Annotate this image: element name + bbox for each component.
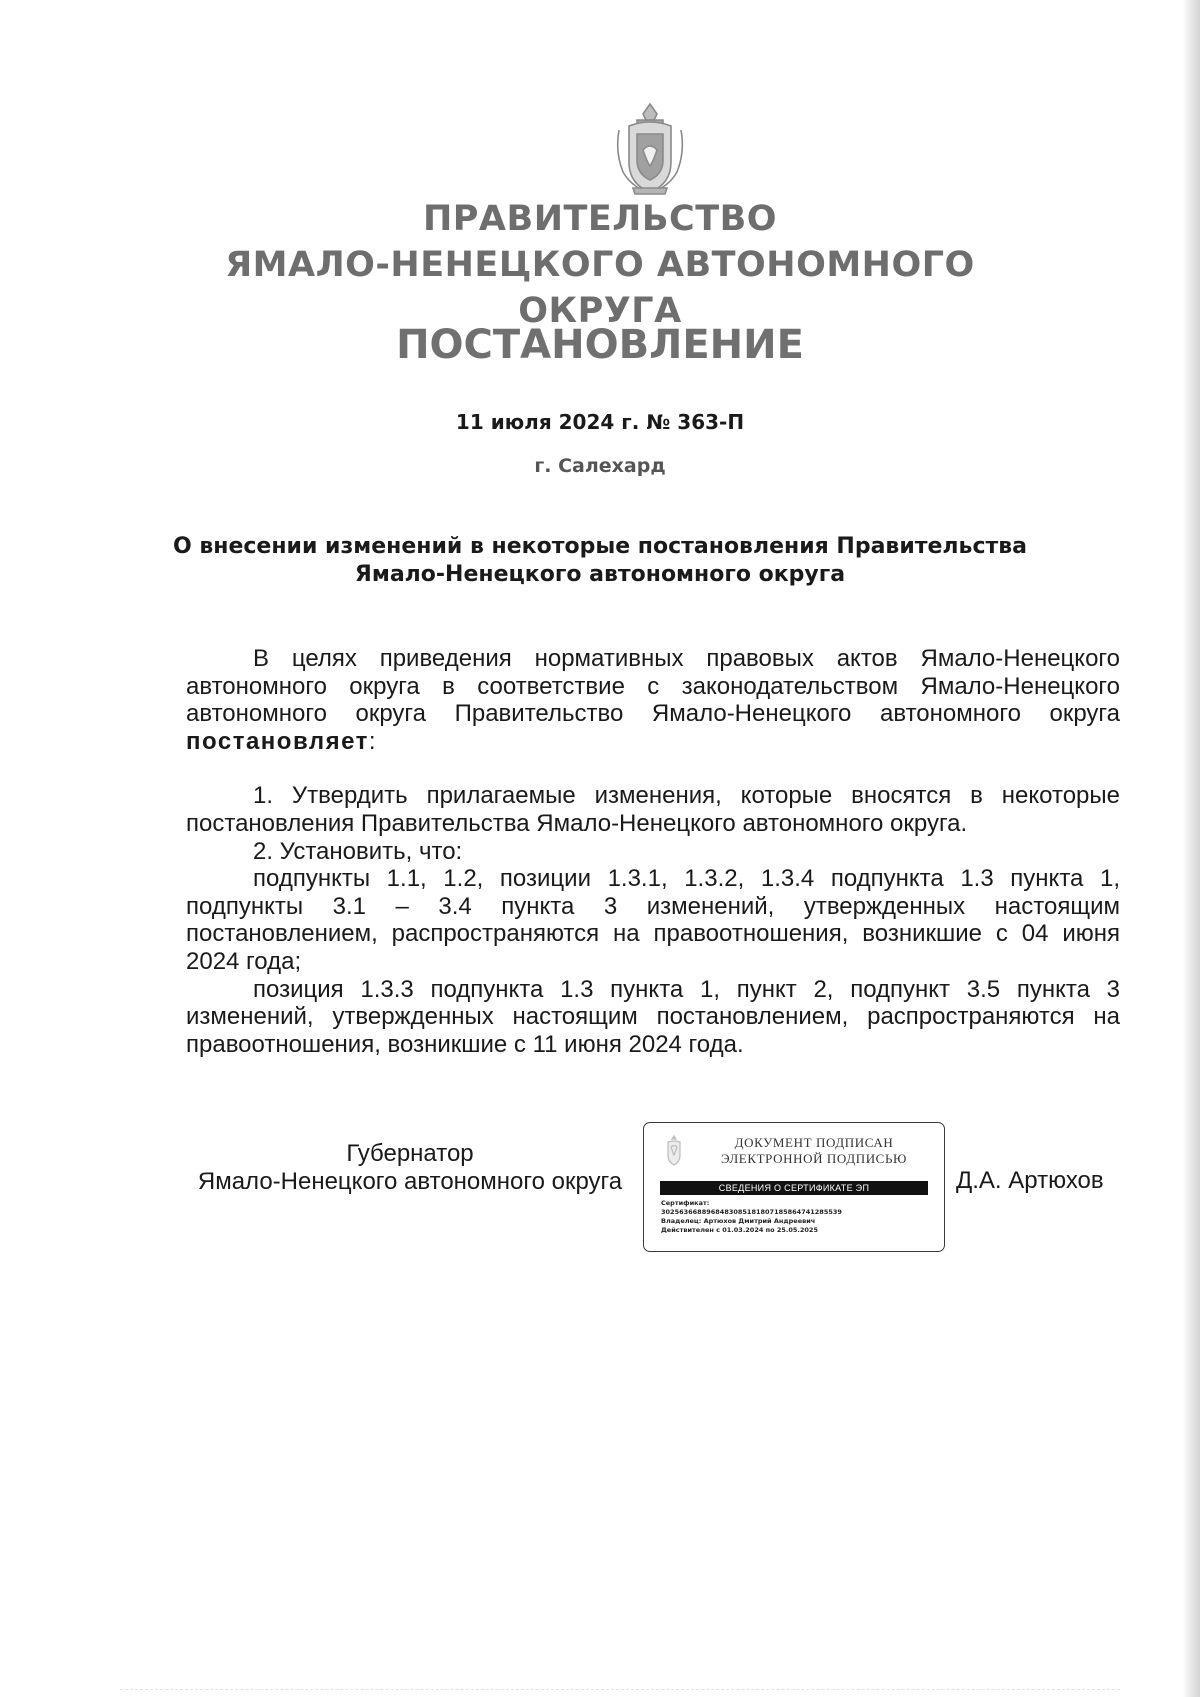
decree-city: г. Салехард xyxy=(534,455,666,477)
government-title xyxy=(150,196,1050,334)
clause-2-paragraph-a: подпункты 1.1, 1.2, позиции 1.3.1, 1.3.2, 1.3.4 подпункта 1.3 пункта 1, подпункты 3.1 – 3.4 пункта 3 изменений, утвержденных настоящим постановлением, распространяются на правоотношения, возникшие с 04 июня 2024 года; xyxy=(186,865,1120,975)
signer-position xyxy=(186,1140,634,1195)
decree-body xyxy=(186,645,1120,1058)
decree-date-number: 11 июля 2024 г. № 363-П xyxy=(455,410,745,434)
stamp-title xyxy=(694,1135,934,1167)
stamp-title-line1: ДОКУМЕНТ ПОДПИСАН xyxy=(734,1135,894,1150)
stamp-validity: Действителен с 01.03.2024 по 25.05.2025 xyxy=(661,1226,818,1234)
stamp-certificate-number: 3025636688968483085181807185864741285539 xyxy=(661,1208,842,1216)
decree-subject xyxy=(150,533,1050,589)
coat-of-arms-icon xyxy=(613,100,687,196)
coat-of-arms-icon xyxy=(664,1135,684,1167)
signer-position-line1: Губернатор xyxy=(346,1140,474,1167)
electronic-signature-stamp xyxy=(643,1122,945,1252)
decree-subject-line2: Ямало-Ненецкого автономного округа xyxy=(354,562,846,587)
preamble-text: В целях приведения нормативных правовых актов Ямало-Ненецкого автономного округа в соответствие с законодательством Ямало-Ненецкого автономного округа Правительство Ямало-Ненецкого автономного округа xyxy=(186,645,1120,728)
decree-subject-line1: О внесении изменений в некоторые постановления Правительства xyxy=(172,534,1028,559)
signer-name: Д.А. Артюхов xyxy=(956,1167,1104,1194)
stamp-owner: Владелец: Артюхов Дмитрий Андреевич xyxy=(661,1217,816,1225)
preamble-paragraph xyxy=(186,645,1120,755)
stamp-certificate-label: Сертификат: xyxy=(661,1199,710,1207)
signer-position-line2: Ямало-Ненецкого автономного округа xyxy=(197,1167,623,1195)
clause-1: 1. Утвердить прилагаемые изменения, которые вносятся в некоторые постановления Правительства Ямало-Ненецкого автономного округа. xyxy=(186,782,1120,837)
stamp-certificate-bar: СВЕДЕНИЯ О СЕРТИФИКАТЕ ЭП xyxy=(660,1181,928,1195)
stamp-title-line2: ЭЛЕКТРОННОЙ ПОДПИСЬЮ xyxy=(721,1151,907,1166)
government-title-line2: ЯМАЛО-НЕНЕЦКОГО АВТОНОМНОГО ОКРУГА xyxy=(225,245,975,331)
preamble-end: : xyxy=(368,727,376,755)
government-title-line1: ПРАВИТЕЛЬСТВО xyxy=(422,199,778,239)
scan-page-edge xyxy=(1182,0,1200,1697)
preamble-verb: постановляет xyxy=(186,727,369,755)
clause-2: 2. Установить, что: xyxy=(253,837,463,865)
clause-2-paragraph-b: позиция 1.3.3 подпункта 1.3 пункта 1, пункт 2, подпункт 3.5 пункта 3 изменений, утвержденных настоящим постановлением, распространяются на правоотношения, возникшие с 11 июня 2024 года. xyxy=(186,975,1120,1058)
document-type-heading: ПОСТАНОВЛЕНИЕ xyxy=(396,322,804,368)
scan-artifact-line xyxy=(120,1689,1120,1691)
